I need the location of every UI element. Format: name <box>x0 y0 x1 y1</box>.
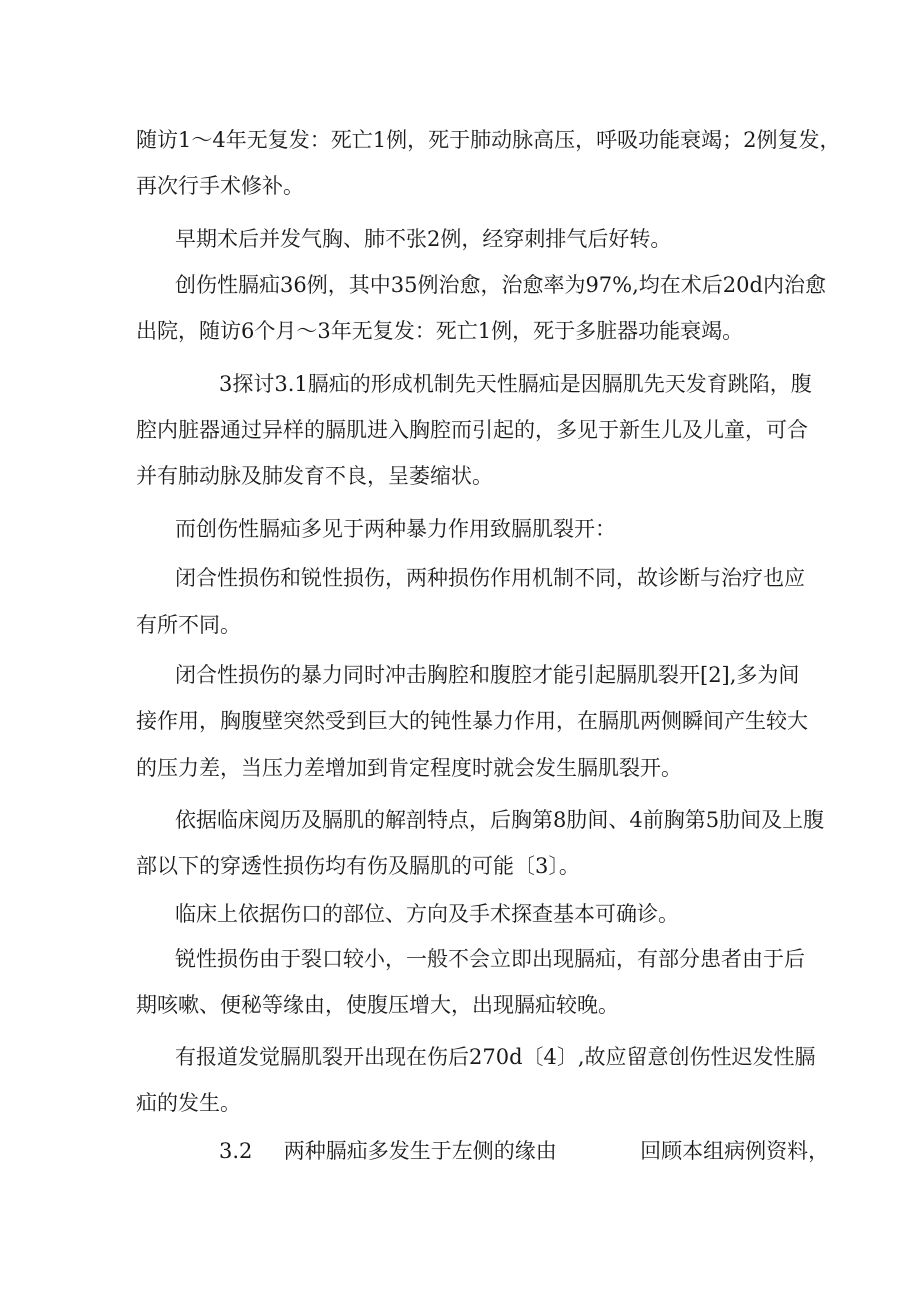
paragraph-line: 有报道发觉膈肌裂开出现在伤后270d〔4〕,故应留意创伤性迟发性膈 <box>175 1045 816 1069</box>
paragraph-line: 依据临床阅历及膈肌的解剖特点，后胸第8肋间、4前胸第5肋间及上腹 <box>175 808 825 832</box>
paragraph-line: 再次行手术修补。 <box>136 174 304 198</box>
paragraph-line: 接作用，胸腹壁突然受到巨大的钝性暴力作用，在膈肌两侧瞬间产生较大 <box>136 709 808 733</box>
section-title: 两种膈疝多发生于左侧的缘由 <box>283 1139 557 1163</box>
paragraph-line: 的压力差，当压力差增加到肯定程度时就会发生膈肌裂开。 <box>136 756 682 780</box>
paragraph-line: 并有肺动脉及肺发育不良，呈萎缩状。 <box>136 464 493 488</box>
paragraph-line: 闭合性损伤的暴力同时冲击胸腔和腹腔才能引起膈肌裂开[2],多为间 <box>175 663 800 687</box>
section-heading <box>219 1136 829 1166</box>
paragraph-line: 而创伤性膈疝多见于两种暴力作用致膈肌裂开： <box>175 517 616 541</box>
section-number: 3.2 <box>219 1139 253 1163</box>
paragraph-line: 创伤性膈疝36例，其中35例治愈，治愈率为97%,均在术后20d内治愈 <box>175 273 826 297</box>
paragraph-line: 出院，随访6个月～3年无复发：死亡1例，死于多脏器功能衰竭。 <box>136 319 744 343</box>
paragraph-line: 临床上依据伤口的部位、方向及手术探查基本可确诊。 <box>175 902 679 926</box>
paragraph-line: 腔内脏器通过异样的膈肌进入胸腔而引起的，多见于新生儿及儿童，可合 <box>136 418 808 442</box>
section-continuation: 回顾本组病例资料， <box>640 1139 830 1163</box>
paragraph-line: 疝的发生。 <box>136 1091 241 1115</box>
paragraph-line: 随访1～4年无复发：死亡1例，死于肺动脉高压，呼吸功能衰竭；2例复发， <box>136 128 841 152</box>
paragraph-line: 3探讨3.1膈疝的形成机制先天性膈疝是因膈肌先天发育跳陷，腹 <box>219 372 812 396</box>
paragraph-line: 部以下的穿透性损伤均有伤及膈肌的可能〔3〕。 <box>136 854 580 878</box>
paragraph-line: 闭合性损伤和锐性损伤，两种损伤作用机制不同，故诊断与治疗也应 <box>175 566 805 590</box>
paragraph-line: 期咳嗽、便秘等缘由，使腹压增大，出现膈疝较晚。 <box>136 993 619 1017</box>
paragraph-line: 早期术后并发气胸、肺不张2例，经穿刺排气后好转。 <box>175 227 672 251</box>
paragraph-line: 锐性损伤由于裂口较小，一般不会立即出现膈疝，有部分患者由于后 <box>175 947 805 971</box>
paragraph-line: 有所不同。 <box>136 613 241 637</box>
